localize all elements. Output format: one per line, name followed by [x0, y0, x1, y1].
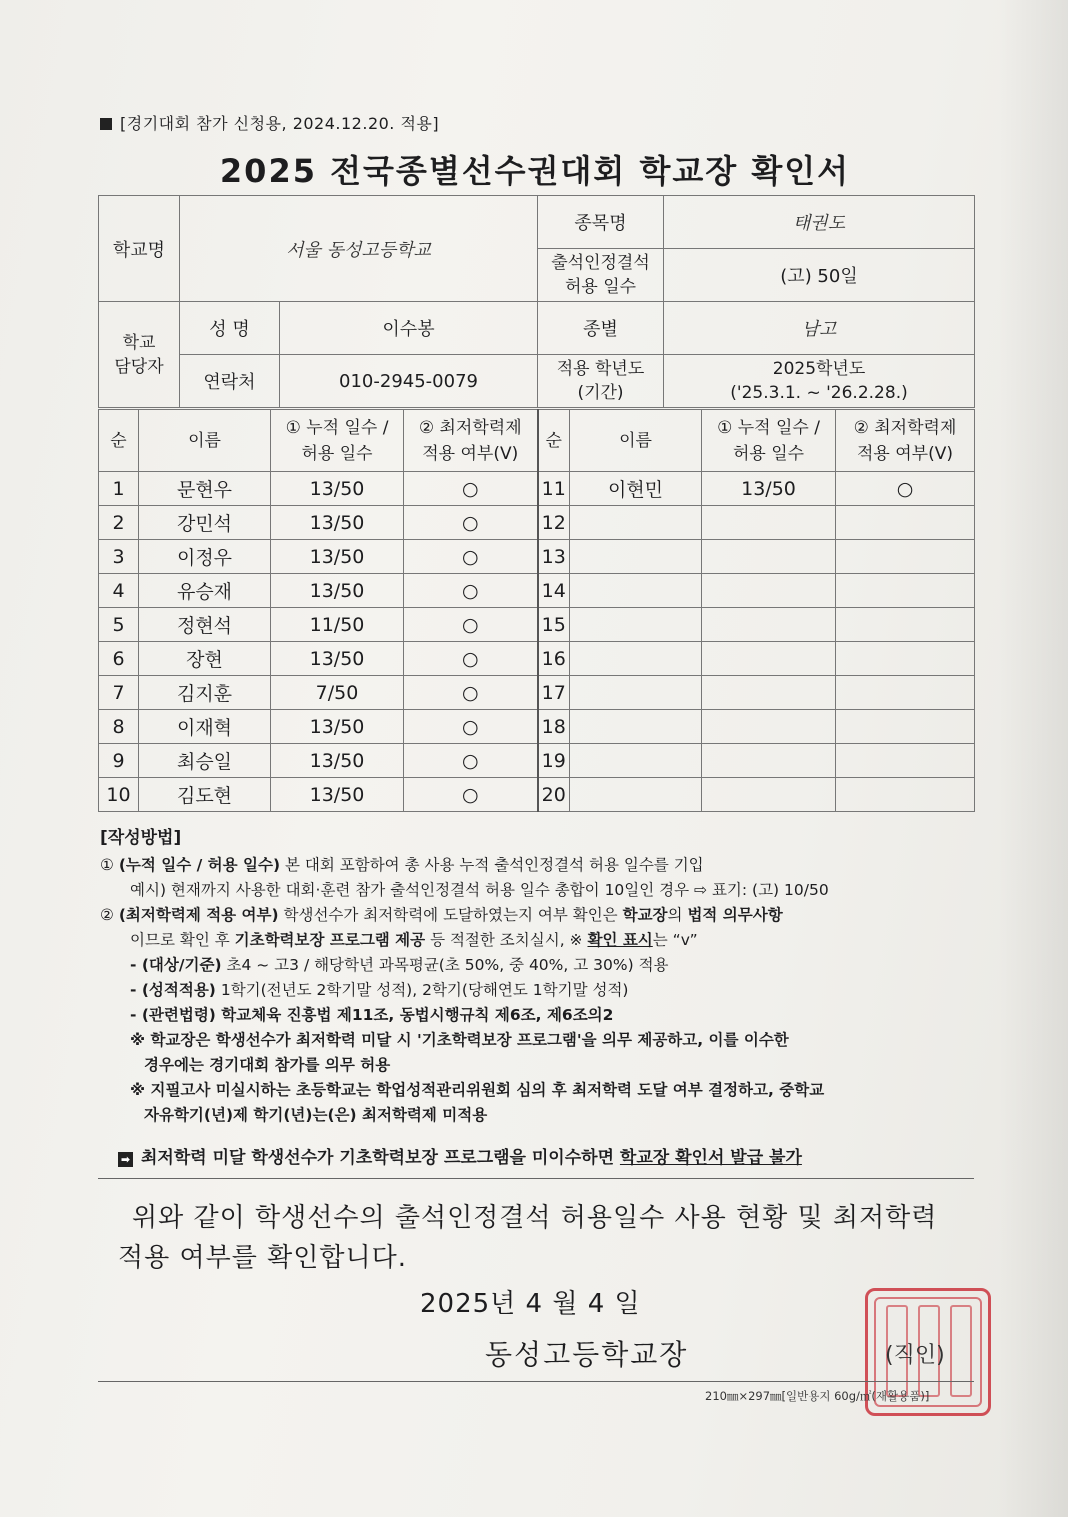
- min-achievement-check: [836, 778, 975, 812]
- note-1-cont-text: 경우에는 경기대회 참가를 의무 허용: [144, 1056, 391, 1074]
- min-achievement-check: ○: [404, 778, 538, 812]
- note-2-cont: [100, 1103, 980, 1128]
- roster-row: [99, 778, 975, 812]
- col-days-header: [271, 410, 404, 472]
- col-no-header-right: 순: [538, 410, 570, 472]
- row-no: 7: [99, 676, 139, 710]
- signer-name: 동성고등학교장: [485, 1338, 689, 1371]
- legal-duty-bold: 법적 의무사항: [687, 906, 783, 924]
- row-no: 2: [99, 506, 139, 540]
- note-1-cont: [100, 1053, 980, 1078]
- row-no: 4: [99, 574, 139, 608]
- arrow-box-icon: ➡: [118, 1152, 133, 1167]
- note-1-text: ※ 학교장은 학생선수가 최저학력 미달 시 '기초학력보장 프로그램'을 의무 제공하고, 이를 이수한: [130, 1031, 789, 1049]
- roster-row: [99, 676, 975, 710]
- period-label-2: (기간): [577, 383, 624, 403]
- num-2: ②: [100, 906, 114, 924]
- criteria-bold: - (대상/기준): [130, 956, 222, 974]
- student-name: 이정우: [139, 540, 271, 574]
- row-no: 14: [538, 574, 570, 608]
- min-achievement-check: [836, 710, 975, 744]
- min-achievement-check: ○: [404, 744, 538, 778]
- absence-days: 13/50: [271, 710, 404, 744]
- note-2: [100, 1078, 980, 1103]
- absence-days: 13/50: [271, 642, 404, 676]
- warning-underlined: 학교장 확인서 발급 불가: [619, 1148, 802, 1168]
- instruction-1-bold: (누적 일수 / 허용 일수): [118, 856, 281, 874]
- l4-d: 확인 표시: [587, 931, 653, 949]
- instruction-2-text: 학생선수가 최저학력에 도달하였는지 여부 확인은: [283, 906, 618, 924]
- col-days-header-right-1: ① 누적 일수 /: [717, 417, 820, 438]
- student-name: [570, 744, 702, 778]
- note-2-text: ※ 지필고사 미실시하는 초등학교는 학업성적관리위원회 심의 후 최저학력 도달 여부 결정하고, 중학교: [130, 1081, 825, 1099]
- instruction-1: [100, 853, 980, 878]
- paper-shadow: [998, 0, 1068, 1517]
- stamp-label: (직인): [885, 1343, 945, 1368]
- square-bullet-icon: [100, 118, 112, 130]
- student-name: [570, 608, 702, 642]
- criteria-text: 초4 ~ 고3 / 해당학년 과목평균(초 50%, 중 40%, 고 30%) 적용: [226, 956, 669, 974]
- min-achievement-check: ○: [404, 540, 538, 574]
- col-min-header: [404, 410, 538, 472]
- absence-days: [702, 642, 836, 676]
- min-achievement-check: ○: [404, 506, 538, 540]
- warning-text: 최저학력 미달 학생선수가 기초학력보장 프로그램을 미이수하면: [141, 1148, 614, 1168]
- row-no: 5: [99, 608, 139, 642]
- absence-days: [702, 676, 836, 710]
- roster-table: [98, 409, 975, 812]
- document-code: [100, 111, 439, 134]
- particle: 의: [667, 906, 683, 924]
- manager-label-2: 담당자: [114, 356, 164, 377]
- row-no: 8: [99, 710, 139, 744]
- roster-header-row: [99, 410, 975, 472]
- student-name: 강민석: [139, 506, 271, 540]
- allowed-days-value: (고) 50일: [664, 249, 975, 302]
- student-name: 이현민: [570, 472, 702, 506]
- row-no: 3: [99, 540, 139, 574]
- min-achievement-check: ○: [404, 676, 538, 710]
- col-name-header-right: 이름: [570, 410, 702, 472]
- row-no: 19: [538, 744, 570, 778]
- manager-label: [99, 302, 180, 408]
- student-name: 이재혁: [139, 710, 271, 744]
- absence-days: [702, 778, 836, 812]
- absence-days: [702, 744, 836, 778]
- grades-bold: - (성적적용): [130, 981, 216, 999]
- row-no: 17: [538, 676, 570, 710]
- absence-days: [702, 540, 836, 574]
- absence-days: 13/50: [702, 472, 836, 506]
- divider-bottom: [98, 1381, 974, 1382]
- col-min-header-right: [836, 410, 975, 472]
- allowed-days-label: [538, 249, 664, 302]
- allowed-days-label-1: 출석인정결석: [551, 253, 650, 273]
- instruction-2: [100, 903, 980, 928]
- roster-row: [99, 506, 975, 540]
- manager-name-label: 성 명: [180, 302, 280, 355]
- seal-glyph-3: [950, 1305, 972, 1397]
- absence-days: [702, 574, 836, 608]
- grades-line: [100, 978, 980, 1003]
- row-no: 12: [538, 506, 570, 540]
- col-name-header: 이름: [139, 410, 271, 472]
- student-name: 김지훈: [139, 676, 271, 710]
- criteria-line: [100, 953, 980, 978]
- event-label: 종목명: [538, 196, 664, 249]
- instructions-heading: [작성방법]: [100, 828, 182, 848]
- min-achievement-check: ○: [404, 574, 538, 608]
- roster-row: [99, 608, 975, 642]
- law-line: [100, 1003, 980, 1028]
- instruction-1-text: 본 대회 포함하여 총 사용 누적 출석인정결석 허용 일수를 기입: [284, 856, 704, 874]
- student-name: [570, 676, 702, 710]
- allowed-days-label-2: 허용 일수: [564, 277, 637, 297]
- col-days-header-2: 허용 일수: [301, 443, 373, 464]
- col-days-header-right: [702, 410, 836, 472]
- issue-date: 2025년 4 월 4 일: [420, 1289, 641, 1319]
- absence-days: 13/50: [271, 540, 404, 574]
- l4-b: 기초학력보장 프로그램 제공: [234, 931, 426, 949]
- note-2-cont-text: 자유학기(년)제 학기(년)는(은) 최저학력제 미적용: [144, 1106, 488, 1124]
- student-name: 김도현: [139, 778, 271, 812]
- min-achievement-check: [836, 608, 975, 642]
- roster-row: [99, 472, 975, 506]
- l4-e: 는 “v”: [652, 931, 698, 949]
- divider-top: [98, 1178, 974, 1179]
- col-min-header-right-1: ② 최저학력제: [853, 417, 957, 438]
- roster-row: [99, 642, 975, 676]
- confirm-line-1: 위와 같이 학생선수의 출석인정결석 허용일수 사용 현황 및 최저학력: [132, 1203, 938, 1233]
- col-min-header-1: ② 최저학력제: [418, 417, 522, 438]
- row-no: 18: [538, 710, 570, 744]
- row-no: 1: [99, 472, 139, 506]
- student-name: 정현석: [139, 608, 271, 642]
- student-name: [570, 540, 702, 574]
- absence-days: [702, 608, 836, 642]
- student-name: [570, 574, 702, 608]
- manager-label-1: 학교: [122, 332, 156, 353]
- student-name: 최승일: [139, 744, 271, 778]
- doc-code-text: [경기대회 참가 신청용, 2024.12.20. 적용]: [120, 114, 440, 133]
- school-name-label: 학교명: [99, 196, 180, 302]
- student-name: [570, 710, 702, 744]
- roster-row: [99, 710, 975, 744]
- l4-a: 이므로 확인 후: [130, 931, 230, 949]
- warning-line: [118, 1143, 802, 1168]
- min-achievement-check: [836, 642, 975, 676]
- contact-value: 010-2945-0079: [280, 355, 538, 408]
- student-name: 문현우: [139, 472, 271, 506]
- instruction-1-example: 예시) 현재까지 사용한 대회·훈련 참가 출석인정결석 허용 일수 총합이 10일인 경우 ⇨ 표기: (고) 10/50: [130, 881, 829, 899]
- event-value: 태권도: [664, 196, 975, 249]
- min-achievement-check: [836, 540, 975, 574]
- instruction-2-bold: (최저학력제 적용 여부): [118, 906, 279, 924]
- student-name: [570, 778, 702, 812]
- period-value: [664, 355, 975, 408]
- min-achievement-check: ○: [404, 642, 538, 676]
- col-no-header: 순: [99, 410, 139, 472]
- row-no: 10: [99, 778, 139, 812]
- absence-days: 13/50: [271, 778, 404, 812]
- num-1: ①: [100, 856, 114, 874]
- min-achievement-check: [836, 744, 975, 778]
- min-achievement-check: [836, 574, 975, 608]
- absence-days: [702, 710, 836, 744]
- row-no: 9: [99, 744, 139, 778]
- col-days-header-right-2: 허용 일수: [732, 443, 805, 464]
- principal-bold: 학교장: [622, 906, 668, 924]
- school-name-value: 서울 동성고등학교: [180, 196, 538, 302]
- row-no: 6: [99, 642, 139, 676]
- instruction-2-cont: [100, 928, 980, 953]
- min-achievement-check: ○: [836, 472, 975, 506]
- manager-name-value: 이수봉: [280, 302, 538, 355]
- instructions-section: [100, 826, 980, 1128]
- law-text: - (관련법령) 학교체육 진흥법 제11조, 동법시행규칙 제6조, 제6조의2: [130, 1006, 614, 1024]
- grades-text: 1학기(전년도 2학기말 성적), 2학기(당해연도 1학기말 성적): [220, 981, 629, 999]
- absence-days: 13/50: [271, 574, 404, 608]
- confirm-line-2: 적용 여부를 확인합니다.: [118, 1243, 407, 1273]
- absence-days: 13/50: [271, 744, 404, 778]
- row-no: 20: [538, 778, 570, 812]
- min-achievement-check: ○: [404, 710, 538, 744]
- period-label-1: 적용 학년도: [556, 359, 645, 379]
- l4-c: 등 적절한 조치실시, ※: [430, 931, 583, 949]
- note-1: [100, 1028, 980, 1053]
- roster-row: [99, 540, 975, 574]
- category-value: 남고: [664, 302, 975, 355]
- school-info-table: [98, 195, 975, 408]
- absence-days: 13/50: [271, 506, 404, 540]
- row-no: 15: [538, 608, 570, 642]
- period-range: ('25.3.1. ~ '26.2.28.): [730, 383, 908, 403]
- absence-days: 13/50: [271, 472, 404, 506]
- min-achievement-check: ○: [404, 608, 538, 642]
- col-days-header-1: ① 누적 일수 /: [285, 417, 389, 438]
- absence-days: 11/50: [271, 608, 404, 642]
- student-name: 유승재: [139, 574, 271, 608]
- col-min-header-right-2: 적용 여부(V): [857, 443, 953, 464]
- absence-days: 7/50: [271, 676, 404, 710]
- roster-row: [99, 574, 975, 608]
- student-name: [570, 642, 702, 676]
- contact-label: 연락처: [180, 355, 280, 408]
- paper-spec-note: 210㎜×297㎜[일반용지 60g/㎡(재활용품)]: [705, 1389, 930, 1403]
- document-title: 2025 전국종별선수권대회 학교장 확인서: [219, 152, 851, 190]
- roster-row: [99, 744, 975, 778]
- row-no: 16: [538, 642, 570, 676]
- row-no: 13: [538, 540, 570, 574]
- student-name: [570, 506, 702, 540]
- confirmation-text: [118, 1198, 968, 1278]
- category-label: 종별: [538, 302, 664, 355]
- min-achievement-check: ○: [404, 472, 538, 506]
- min-achievement-check: [836, 676, 975, 710]
- period-label: [538, 355, 664, 408]
- col-min-header-2: 적용 여부(V): [422, 443, 519, 464]
- min-achievement-check: [836, 506, 975, 540]
- student-name: 장현: [139, 642, 271, 676]
- school-year: 2025학년도: [772, 359, 866, 379]
- row-no: 11: [538, 472, 570, 506]
- absence-days: [702, 506, 836, 540]
